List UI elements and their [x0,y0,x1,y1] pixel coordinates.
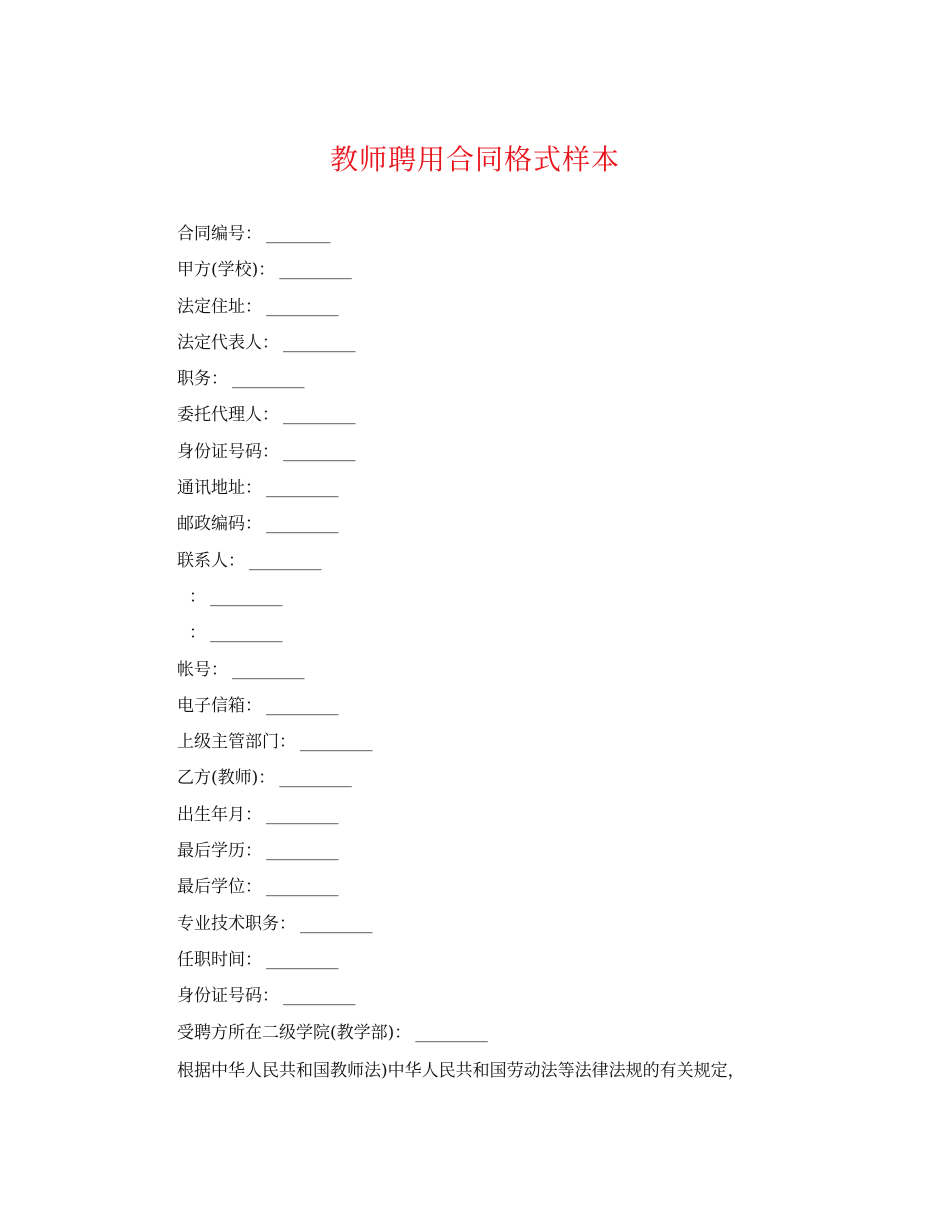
field-label: 专业技术职务： [177,913,296,934]
field-blank: _________ [300,913,372,934]
field-contact-person [177,543,817,579]
field-blank: _________ [279,260,352,281]
field-appointment-time [177,942,817,978]
field-mailing-address [177,470,817,506]
field-blank: ________ [266,224,330,244]
field-label: 合同编号： [177,224,262,244]
field-highest-degree [177,869,817,905]
field-label: 身份证号码： [177,986,279,1007]
field-blank: _________ [283,332,355,353]
field-blank: _________ [266,695,338,716]
field-label: 身份证号码： [177,441,279,462]
field-account-number [177,652,817,688]
contract-fields [177,216,817,1051]
field-blank: _________ [283,441,355,462]
field-blank: _________ [266,841,338,862]
field-supervising-department [177,724,817,760]
field-blank: _________ [283,405,355,426]
field-party-a-school [177,252,817,288]
field-blank: _________ [300,732,372,753]
field-professional-title [177,906,817,942]
field-highest-education [177,833,817,869]
field-label: 法定代表人： [177,332,279,353]
field-blank: _________ [266,296,338,317]
field-birth-date [177,797,817,833]
field-unlabeled-1 [177,579,817,615]
field-blank: _________ [232,369,304,390]
field-label: 帐号： [177,659,228,680]
field-blank: _________ [415,1022,488,1043]
field-label: 联系人： [177,550,245,571]
field-college-department [177,1015,817,1051]
field-blank: _________ [266,478,338,499]
field-label: 法定住址： [177,296,262,317]
field-blank: _________ [232,659,304,680]
field-blank: _________ [266,877,338,898]
field-blank: _________ [210,586,282,607]
field-blank: _________ [266,804,338,825]
legal-basis-paragraph: 根据中华人民共和国教师法)中华人民共和国劳动法等法律法规的有关规定， [177,1061,745,1081]
field-label: 上级主管部门： [177,732,296,753]
field-label: 职务： [177,369,228,390]
field-id-number [177,434,817,470]
field-entrusted-agent [177,397,817,433]
field-label: 甲方(学校)： [177,260,276,281]
field-unlabeled-2 [177,615,817,651]
field-label: 邮政编码： [177,514,262,535]
field-label: 任职时间： [177,949,262,970]
field-label: 委托代理人： [177,405,279,426]
field-contract-number [177,216,817,252]
field-email [177,688,817,724]
field-label: 出生年月： [177,804,262,825]
field-label: 最后学位： [177,877,262,898]
field-teacher-id-number [177,978,817,1014]
field-label: 乙方(教师)： [177,768,276,789]
field-blank: _________ [249,550,321,571]
field-label: 最后学历： [177,841,262,862]
field-blank: _________ [266,949,338,970]
field-label: 受聘方所在二级学院(教学部)： [177,1022,412,1043]
field-blank: _________ [210,623,282,644]
field-blank: _________ [266,514,338,535]
field-label: ： [189,586,206,607]
field-position [177,361,817,397]
field-label: ： [189,623,206,644]
field-party-b-teacher [177,760,817,796]
field-blank: _________ [283,986,355,1007]
field-postal-code [177,506,817,542]
field-label: 通讯地址： [177,478,262,499]
field-legal-representative [177,325,817,361]
field-blank: _________ [279,768,352,789]
field-label: 电子信箱： [177,695,262,716]
document-title: 教师聘用合同格式样本 [329,143,620,176]
field-legal-address [177,289,817,325]
